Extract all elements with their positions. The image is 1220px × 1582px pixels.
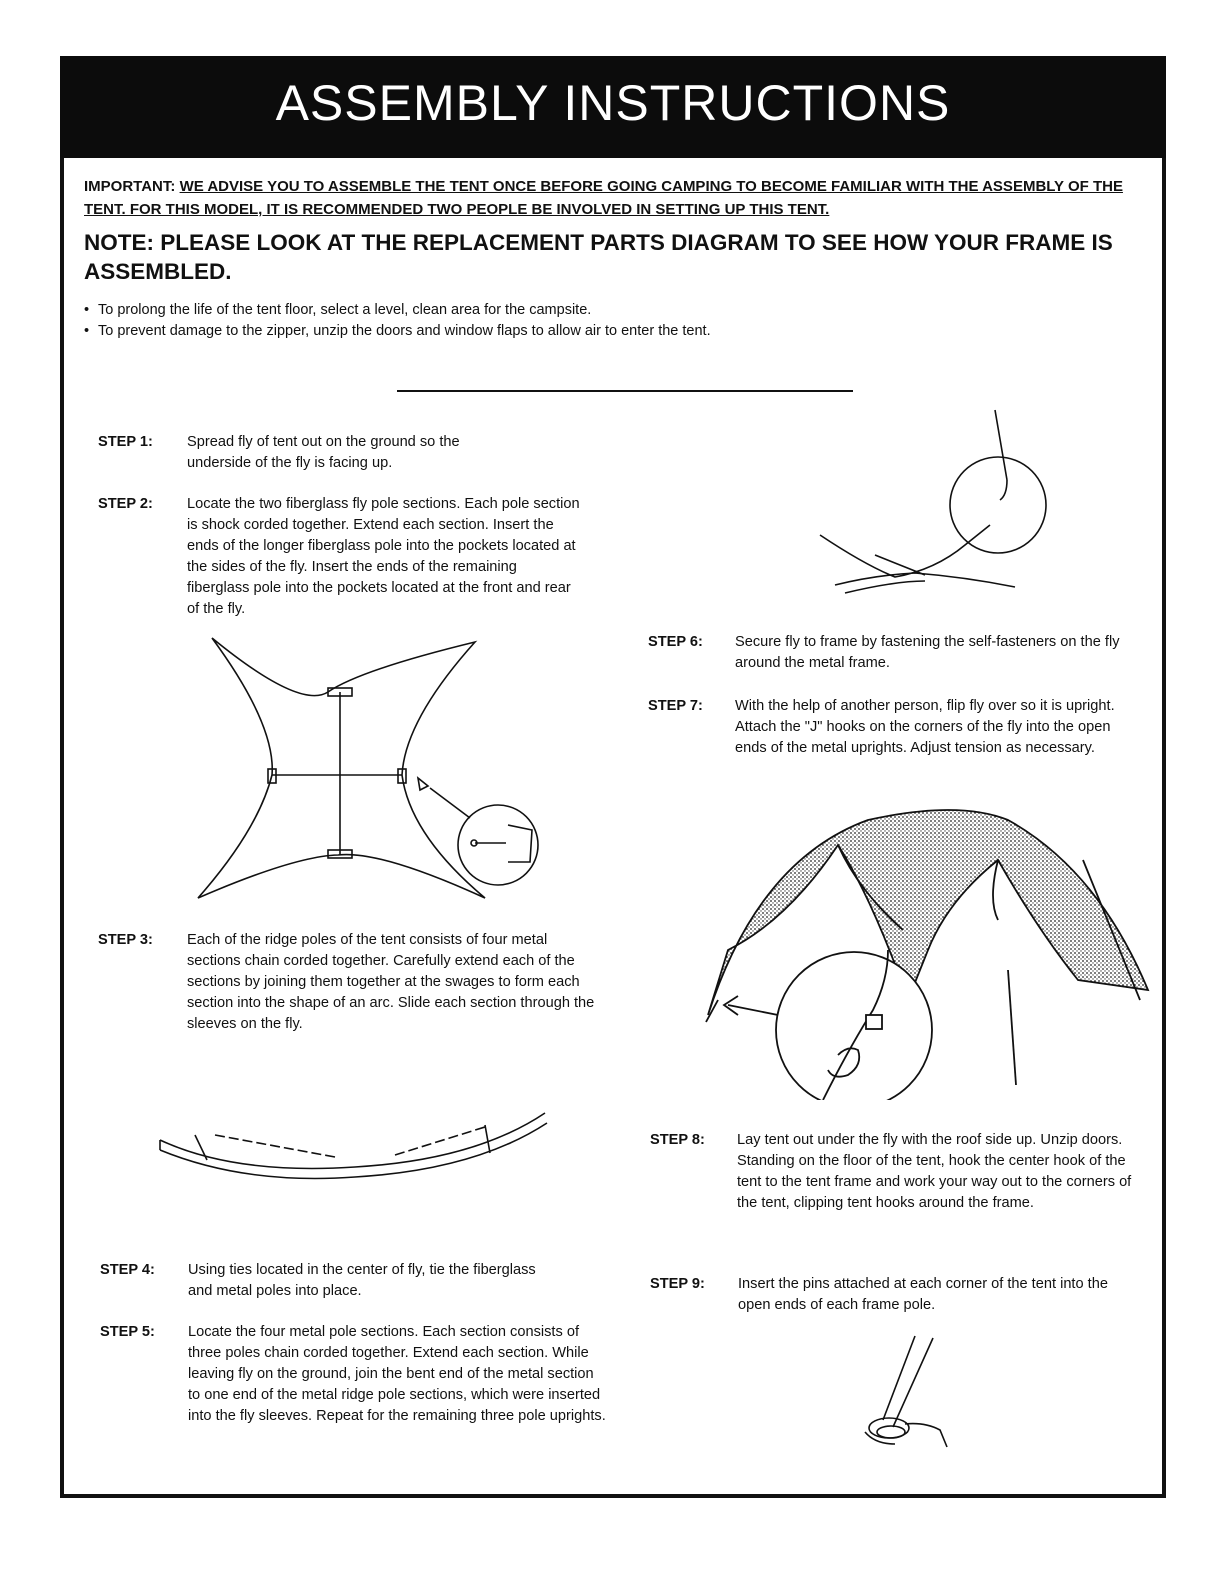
step-label: STEP 4: [100,1262,155,1278]
fly-layout-illustration [190,630,550,910]
step-label: STEP 6: [648,634,703,650]
tips-list [84,300,1084,342]
step-text: Spread fly of tent out on the ground so the underside of the fly is facing up. [187,434,460,471]
step-text: Secure fly to frame by fastening the self-fasteners on the fly around the metal frame. [735,634,1120,671]
step-text: Locate the two fiberglass fly pole sections. Each pole section is shock corded together. Extend each section. Insert the ends of the longer fiberglass pole into the pockets located at the sides of the fly. Insert the ends of the remaining fiberglass pole into the pockets located at the front and rear of the fly. [187,496,580,617]
step-label: STEP 3: [98,932,153,948]
tent-fly-illustration [698,800,1168,1100]
page-title: ASSEMBLY INSTRUCTIONS [275,75,951,131]
step-label: STEP 1: [98,434,153,450]
step-label: STEP 9: [650,1276,705,1292]
list-item: • To prevent damage to the zipper, unzip the doors and window flaps to allow air to enter the tent. [84,323,711,339]
pole-fastener-illustration [815,405,1055,605]
step-text: With the help of another person, flip fly over so it is upright. Attach the "J" hooks on the corners of the fly into the open ends of the metal uprights. Adjust tension as necessary. [735,698,1115,756]
step-text: Using ties located in the center of fly, tie the fiberglass and metal poles into place. [188,1262,536,1299]
list-item: • To prolong the life of the tent floor, select a level, clean area for the campsite. [84,302,592,318]
step-text: Locate the four metal pole sections. Each section consists of three poles chain corded together. Extend each section. While leaving fly on the ground, join the bent end of the metal section to one end of the metal ridge pole sections, which were inserted into the fly sleeves. Repeat for the remaining three pole uprights. [188,1324,606,1424]
note-heading: NOTE: PLEASE LOOK AT THE REPLACEMENT PARTS DIAGRAM TO SEE HOW YOUR FRAME IS ASSEMBLED. [84,230,1113,284]
ridge-pole-illustration [155,1105,555,1185]
step-text: Each of the ridge poles of the tent consists of four metal sections chain corded together. Carefully extend each of the sections by joining them together at the swages to form each section into the shape of an arc. Slide each section through the sleeves on the fly. [187,932,595,1032]
divider [397,390,853,392]
step-text: Insert the pins attached at each corner of the tent into the open ends of each frame pole. [738,1276,1108,1313]
step-label: STEP 7: [648,698,703,714]
step-text: Lay tent out under the fly with the roof side up. Unzip doors. Standing on the floor of the tent, hook the center hook of the tent to the tent frame and work your way out to the corners of the tent, clipping tent hooks around the frame. [737,1132,1132,1211]
step-label: STEP 2: [98,496,153,512]
corner-pin-illustration [855,1332,965,1457]
title-bar [60,56,1166,158]
step-label: STEP 8: [650,1132,705,1148]
important-notice [84,175,1149,221]
important-text: WE ADVISE YOU TO ASSEMBLE THE TENT ONCE BEFORE GOING CAMPING TO BECOME FAMILIAR WITH THE ASSEMBLY OF THE TENT. FOR THIS MODEL, IT IS RECOMMENDED TWO PEOPLE BE INVOLVED IN SETTING UP THIS TENT. [84,178,1123,218]
important-label: IMPORTANT: [84,178,176,195]
step-label: STEP 5: [100,1324,155,1340]
